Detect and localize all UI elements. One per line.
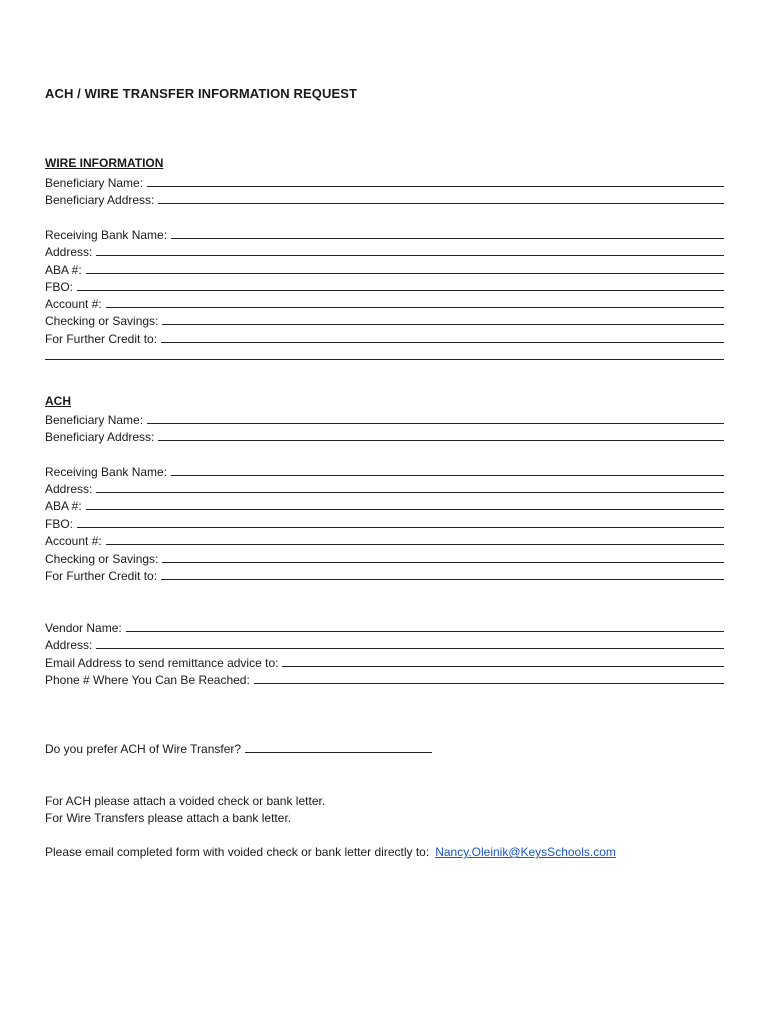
ach-account-row [45, 532, 724, 548]
ach-beneficiary-name-row [45, 411, 724, 427]
wire-further-credit-label: For Further Credit to: [45, 332, 158, 346]
wire-address-label: Address: [45, 245, 93, 259]
wire-aba-label: ABA #: [45, 263, 82, 277]
wire-address-row [45, 243, 724, 259]
preference-row [45, 741, 432, 756]
wire-attach-instruction: For Wire Transfers please attach a bank letter. [45, 811, 292, 825]
ach-receiving-bank-label: Receiving Bank Name: [45, 465, 168, 479]
wire-checking-savings-label: Checking or Savings: [45, 314, 159, 328]
ach-beneficiary-name-field[interactable] [147, 412, 724, 424]
wire-further-credit-continuation-row [45, 347, 724, 363]
wire-fbo-field[interactable] [77, 279, 724, 291]
ach-fbo-field[interactable] [77, 516, 724, 528]
vendor-address-label: Address: [45, 638, 93, 652]
wire-receiving-bank-label: Receiving Bank Name: [45, 228, 168, 242]
wire-receiving-bank-row [45, 226, 724, 242]
email-instruction-row [45, 845, 616, 859]
ach-section-heading: ACH [45, 394, 71, 408]
wire-beneficiary-name-label: Beneficiary Name: [45, 176, 144, 190]
vendor-address-field[interactable] [96, 637, 724, 649]
ach-address-label: Address: [45, 482, 93, 496]
wire-aba-field[interactable] [86, 262, 724, 274]
vendor-phone-row [45, 671, 724, 687]
vendor-name-field[interactable] [126, 620, 724, 632]
ach-beneficiary-name-label: Beneficiary Name: [45, 413, 144, 427]
ach-further-credit-label: For Further Credit to: [45, 569, 158, 583]
wire-address-field[interactable] [96, 244, 724, 256]
wire-fbo-row [45, 278, 724, 294]
wire-checking-savings-field[interactable] [162, 313, 724, 325]
vendor-phone-label: Phone # Where You Can Be Reached: [45, 673, 250, 687]
wire-receiving-bank-field[interactable] [171, 227, 724, 239]
vendor-name-label: Vendor Name: [45, 621, 122, 635]
wire-beneficiary-address-field[interactable] [158, 192, 724, 204]
ach-checking-savings-field[interactable] [162, 551, 724, 563]
wire-further-credit-row [45, 330, 724, 346]
form-page [45, 0, 725, 1024]
ach-beneficiary-address-label: Beneficiary Address: [45, 430, 155, 444]
wire-account-row [45, 295, 724, 311]
wire-beneficiary-name-row [45, 174, 724, 190]
wire-fbo-label: FBO: [45, 280, 74, 294]
ach-account-label: Account #: [45, 534, 102, 548]
vendor-name-row [45, 619, 724, 635]
ach-further-credit-field[interactable] [161, 568, 724, 580]
wire-beneficiary-name-field[interactable] [147, 175, 724, 187]
wire-section-heading: WIRE INFORMATION [45, 156, 164, 170]
ach-aba-row [45, 497, 724, 513]
ach-account-field[interactable] [106, 533, 724, 545]
email-link[interactable]: Nancy.Oleinik@KeysSchools.com [435, 845, 616, 859]
ach-further-credit-row [45, 567, 724, 583]
ach-checking-savings-row [45, 550, 724, 566]
wire-aba-row [45, 261, 724, 277]
wire-beneficiary-address-row [45, 191, 724, 207]
ach-receiving-bank-row [45, 463, 724, 479]
preference-field[interactable] [245, 741, 432, 753]
ach-address-row [45, 480, 724, 496]
vendor-phone-field[interactable] [254, 672, 724, 684]
wire-account-label: Account #: [45, 297, 102, 311]
wire-beneficiary-address-label: Beneficiary Address: [45, 193, 155, 207]
ach-beneficiary-address-row [45, 428, 724, 444]
page-title: ACH / WIRE TRANSFER INFORMATION REQUEST [45, 86, 358, 101]
vendor-address-row [45, 636, 724, 652]
email-instruction-text: Please email completed form with voided check or bank letter directly to: [45, 845, 430, 859]
preference-question: Do you prefer ACH of Wire Transfer? [45, 742, 242, 756]
ach-aba-field[interactable] [86, 498, 724, 510]
vendor-email-row [45, 654, 724, 670]
ach-checking-savings-label: Checking or Savings: [45, 552, 159, 566]
ach-address-field[interactable] [96, 481, 724, 493]
ach-beneficiary-address-field[interactable] [158, 429, 724, 441]
ach-attach-instruction: For ACH please attach a voided check or bank letter. [45, 794, 326, 808]
wire-further-credit-continuation-field[interactable] [45, 348, 724, 360]
wire-account-field[interactable] [106, 296, 724, 308]
wire-checking-savings-row [45, 312, 724, 328]
vendor-email-field[interactable] [282, 655, 724, 667]
vendor-email-label: Email Address to send remittance advice to: [45, 656, 279, 670]
wire-further-credit-field[interactable] [161, 331, 724, 343]
ach-aba-label: ABA #: [45, 499, 82, 513]
ach-fbo-row [45, 515, 724, 531]
ach-receiving-bank-field[interactable] [171, 464, 724, 476]
ach-fbo-label: FBO: [45, 517, 74, 531]
